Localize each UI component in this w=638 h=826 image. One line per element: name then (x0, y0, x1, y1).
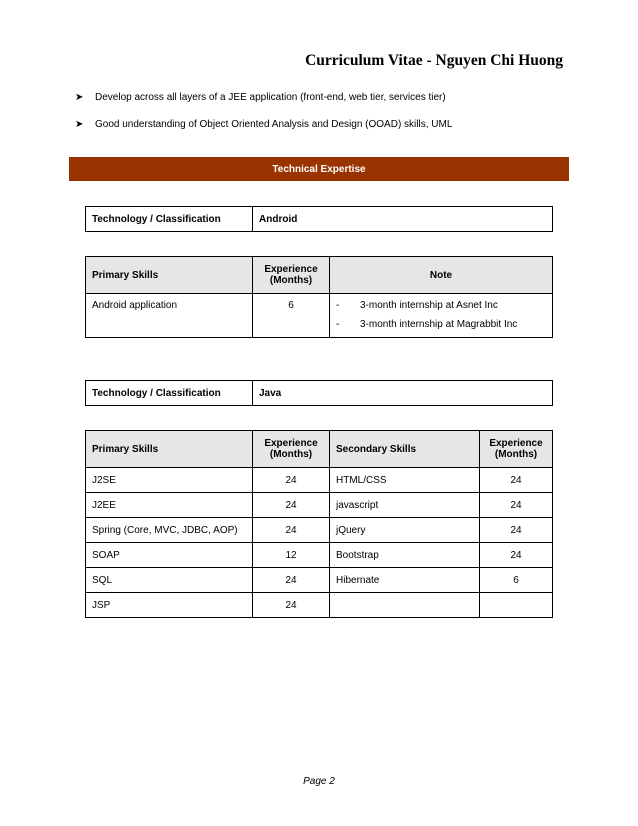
secondary-skill-cell: jQuery (330, 518, 480, 543)
classification-value: Java (253, 381, 553, 406)
android-classification-table (85, 206, 553, 232)
secondary-skill-cell: javascript (330, 493, 480, 518)
table-row (86, 593, 553, 618)
arrow-bullet-icon: ➤ (75, 119, 84, 130)
bullet-text: Develop across all layers of a JEE application (front-end, web tier, services tier) (95, 92, 446, 103)
android-skills-table (85, 256, 553, 338)
list-item (75, 111, 575, 138)
note-line: - 3-month internship at Magrabbit Inc (336, 319, 518, 330)
java-skills-table (85, 430, 553, 618)
header-note: Note (330, 257, 553, 294)
table-row (86, 568, 553, 593)
note-cell (330, 294, 553, 338)
primary-skill-cell: JSP (86, 593, 253, 618)
note-text: 3-month internship at Asnet Inc (360, 300, 498, 311)
experience-cell: 6 (253, 294, 330, 338)
table-row (86, 493, 553, 518)
classification-label: Technology / Classification (86, 381, 253, 406)
classification-value: Android (253, 207, 553, 232)
arrow-bullet-icon: ➤ (75, 92, 84, 103)
header-experience: Experience (Months) (253, 257, 330, 294)
primary-skill-cell: SOAP (86, 543, 253, 568)
header-secondary-skills: Secondary Skills (330, 431, 480, 468)
primary-skill-cell: Spring (Core, MVC, JDBC, AOP) (86, 518, 253, 543)
list-item (75, 84, 575, 111)
note-line: - 3-month internship at Asnet Inc (336, 300, 498, 311)
secondary-skill-cell (330, 593, 480, 618)
header-primary-skills: Primary Skills (86, 257, 253, 294)
note-text: 3-month internship at Magrabbit Inc (360, 319, 518, 330)
secondary-exp-cell: 24 (480, 543, 553, 568)
secondary-exp-cell: 6 (480, 568, 553, 593)
header-secondary-experience: Experience (Months) (480, 431, 553, 468)
header-primary-skills: Primary Skills (86, 431, 253, 468)
secondary-skill-cell: Hibernate (330, 568, 480, 593)
primary-exp-cell: 12 (253, 543, 330, 568)
bullet-text: Good understanding of Object Oriented Analysis and Design (OOAD) skills, UML (95, 119, 453, 130)
primary-skill-cell: J2EE (86, 493, 253, 518)
primary-exp-cell: 24 (253, 568, 330, 593)
primary-exp-cell: 24 (253, 468, 330, 493)
secondary-exp-cell: 24 (480, 518, 553, 543)
classification-label: Technology / Classification (86, 207, 253, 232)
table-row (86, 468, 553, 493)
bullet-list (75, 84, 575, 138)
primary-skill-cell: SQL (86, 568, 253, 593)
page-number: Page 2 (303, 776, 335, 787)
table-row (86, 518, 553, 543)
secondary-exp-cell: 24 (480, 468, 553, 493)
skill-cell: Android application (86, 294, 253, 338)
primary-exp-cell: 24 (253, 518, 330, 543)
section-header-technical-expertise: Technical Expertise (69, 157, 569, 181)
secondary-skill-cell: Bootstrap (330, 543, 480, 568)
cv-title: Curriculum Vitae - Nguyen Chi Huong (305, 52, 563, 69)
secondary-exp-cell (480, 593, 553, 618)
primary-exp-cell: 24 (253, 593, 330, 618)
primary-exp-cell: 24 (253, 493, 330, 518)
table-row (86, 543, 553, 568)
secondary-skill-cell: HTML/CSS (330, 468, 480, 493)
primary-skill-cell: J2SE (86, 468, 253, 493)
secondary-exp-cell: 24 (480, 493, 553, 518)
java-classification-table (85, 380, 553, 406)
header-primary-experience: Experience (Months) (253, 431, 330, 468)
